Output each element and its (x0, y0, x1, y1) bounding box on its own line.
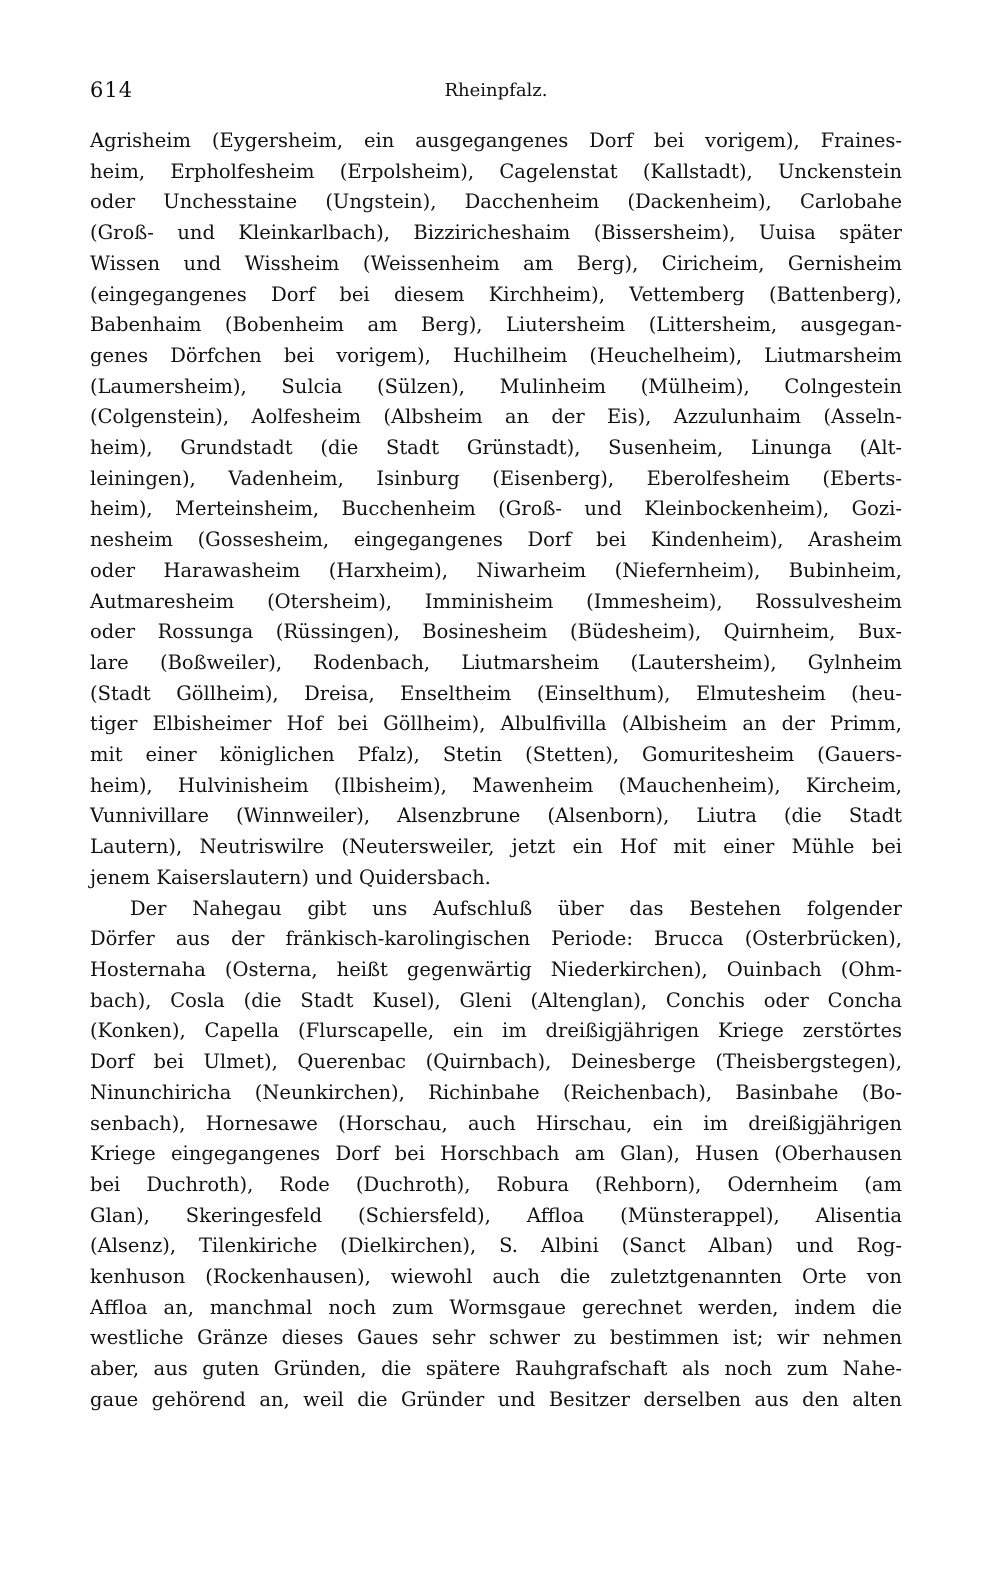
text-line: bach), Cosla (die Stadt Kusel), Gleni (Altenglan), Conchis oder Concha (90, 988, 902, 1012)
text-line: Wissen und Wissheim (Weissenheim am Berg), Ciricheim, Gernisheim (90, 251, 902, 275)
text-line: nesheim (Gossesheim, eingegangenes Dorf bei Kindenheim), Arasheim (90, 528, 902, 552)
text-line: Autmaresheim (Otersheim), Imminisheim (Immesheim), Rossulvesheim (90, 589, 902, 613)
text-line: Vunnivillare (Winnweiler), Alsenzbrune (Alsenborn), Liutra (die Stadt (90, 804, 902, 828)
page-header (90, 78, 902, 118)
text-line: Glan), Skeringesfeld (Schiersfeld), Affloa (Münsterappel), Alisentia (90, 1203, 902, 1227)
text-line: jenem Kaiserslautern) und Quidersbach. (90, 865, 491, 889)
running-head: Rheinpfalz. (444, 80, 548, 101)
text-line: lare (Boßweiler), Rodenbach, Liutmarsheim (Lautersheim), Gylnheim (90, 650, 902, 674)
text-line: aber, aus guten Gründen, die spätere Rauhgrafschaft als noch zum Nahe- (90, 1357, 902, 1381)
text-line: tiger Elbisheimer Hof bei Göllheim), Albulfivilla (Albisheim an der Primm, (90, 712, 902, 736)
text-line: genes Dörfchen bei vorigem), Huchilheim (Heuchelheim), Liutmarsheim (90, 343, 902, 367)
page-number: 614 (90, 78, 134, 102)
text-line: senbach), Hornesawe (Horschau, auch Hirschau, ein im dreißigjährigen (90, 1111, 902, 1135)
text-line: westliche Gränze dieses Gaues sehr schwer zu bestimmen ist; wir nehmen (90, 1326, 902, 1350)
text-line: Der Nahegau gibt uns Aufschluß über das Bestehen folgender (130, 896, 902, 920)
text-line: oder Unchesstaine (Ungstein), Dacchenheim (Dackenheim), Carlobahe (90, 190, 902, 214)
body-text (90, 126, 902, 1416)
text-line: heim, Erpholfesheim (Erpolsheim), Cagelenstat (Kallstadt), Unckenstein (90, 159, 902, 183)
text-line: Dörfer aus der fränkisch-karolingischen Periode: Brucca (Osterbrücken), (90, 927, 902, 951)
text-line: oder Rossunga (Rüssingen), Bosinesheim (Büdesheim), Quirnheim, Bux- (90, 620, 902, 644)
text-line: Lautern), Neutriswilre (Neutersweiler, jetzt ein Hof mit einer Mühle bei (90, 835, 902, 859)
text-line: Affloa an, manchmal noch zum Wormsgaue gerechnet werden, indem die (90, 1295, 902, 1319)
text-line: Babenhaim (Bobenheim am Berg), Liutersheim (Littersheim, ausgegan- (90, 313, 902, 337)
text-line: leiningen), Vadenheim, Isinburg (Eisenberg), Eberolfesheim (Eberts- (90, 466, 902, 490)
text-line: oder Harawasheim (Harxheim), Niwarheim (Niefernheim), Bubinheim, (90, 558, 902, 582)
text-line: heim), Hulvinisheim (Ilbisheim), Mawenheim (Mauchenheim), Kircheim, (90, 773, 902, 797)
text-line: Kriege eingegangenes Dorf bei Horschbach am Glan), Husen (Oberhausen (90, 1142, 902, 1166)
text-line: gaue gehörend an, weil die Gründer und Besitzer derselben aus den alten (90, 1387, 902, 1411)
text-line: (eingegangenes Dorf bei diesem Kirchheim), Vettemberg (Battenberg), (90, 282, 902, 306)
text-line: (Alsenz), Tilenkiriche (Dielkirchen), S. Albini (Sanct Alban) und Rog- (90, 1234, 902, 1258)
text-line: heim), Merteinsheim, Bucchenheim (Groß- und Kleinbockenheim), Gozi- (90, 497, 902, 521)
text-line: Dorf bei Ulmet), Querenbac (Quirnbach), Deinesberge (Theisbergstegen), (90, 1050, 902, 1074)
text-line: Ninunchiricha (Neunkirchen), Richinbahe (Reichenbach), Basinbahe (Bo- (90, 1080, 902, 1104)
book-page (90, 78, 902, 1416)
text-line: bei Duchroth), Rode (Duchroth), Robura (Rehborn), Odernheim (am (90, 1172, 902, 1196)
text-line: mit einer königlichen Pfalz), Stetin (Stetten), Gomuritesheim (Gauers- (90, 743, 902, 767)
text-line: kenhuson (Rockenhausen), wiewohl auch die zuletztgenannten Orte von (90, 1265, 902, 1289)
text-line: (Groß- und Kleinkarlbach), Bizziricheshaim (Bissersheim), Uuisa später (90, 221, 902, 245)
text-line: (Stadt Göllheim), Dreisa, Enseltheim (Einselthum), Elmutesheim (heu- (90, 681, 902, 705)
text-line: heim), Grundstadt (die Stadt Grünstadt), Susenheim, Linunga (Alt- (90, 436, 902, 460)
text-line: Agrisheim (Eygersheim, ein ausgegangenes Dorf bei vorigem), Fraines- (90, 129, 902, 152)
text-line: (Colgenstein), Aolfesheim (Albsheim an der Eis), Azzulunhaim (Asseln- (90, 405, 902, 429)
text-line: Hosternaha (Osterna, heißt gegenwärtig Niederkirchen), Ouinbach (Ohm- (90, 957, 902, 981)
paragraph-nahegau (90, 894, 902, 1416)
paragraph-place-names (90, 126, 902, 894)
text-line: (Laumersheim), Sulcia (Sülzen), Mulinheim (Mülheim), Colngestein (90, 374, 902, 398)
text-line: (Konken), Capella (Flurscapelle, ein im dreißigjährigen Kriege zerstörtes (90, 1019, 902, 1043)
